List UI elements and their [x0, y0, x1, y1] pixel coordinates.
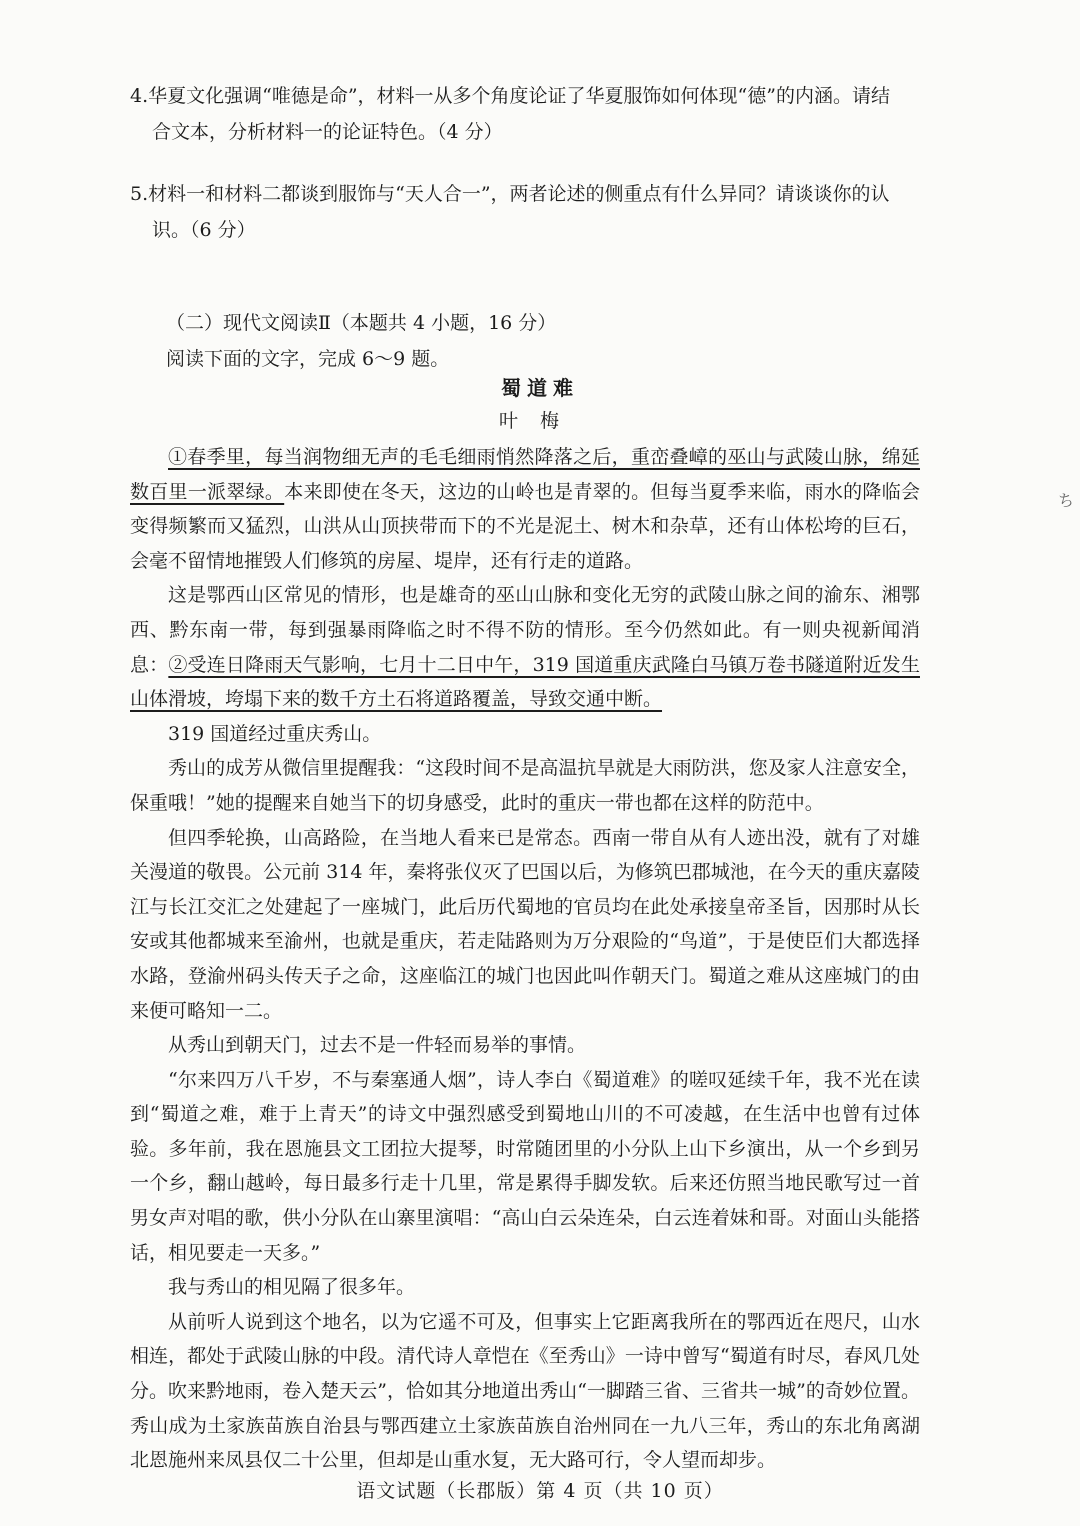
section-instruction: 阅读下面的文字，完成 6～9 题。: [166, 348, 450, 370]
section-header: [166, 305, 926, 377]
paragraph-1: [130, 440, 920, 578]
paragraph-2-start: 这是鄂西山区常见的情形，也是雄奇的巫山山脉和变化无穷的武陵山脉之间的渝东、湘鄂西、黔东南一带，每到强暴雨降临之时不得不防的情形。至今仍然如此。有一则央视新闻消息：: [130, 584, 920, 676]
article-author: 叶梅: [498, 410, 581, 432]
question-4: [130, 78, 930, 150]
article-title: 蜀道难: [501, 376, 579, 400]
paragraph-1-rest: 本来即使在冬天，这边的山岭也是青翠的。但每当夏季来临，雨水的降临会变得频繁而又猛烈，山洪从山顶挟带而下的不光是泥土、树木和杂草，还有山体松垮的巨石，会毫不留情地摧毁人们修筑的房屋、堤岸，还有行走的道路。: [130, 480, 920, 572]
paragraph-8: 我与秀山的相见隔了很多年。: [168, 1276, 416, 1299]
question-4-line2: 合文本，分析材料一的论证特色。（4 分）: [152, 121, 503, 143]
question-5-line1: 5.材料一和材料二都谈到服饰与“天人合一”，两者论述的侧重点有什么异同？请谈谈你的认: [130, 183, 890, 205]
question-4-line1: 4.华夏文化强调“唯德是命”，材料一从多个角度论证了华夏服饰如何体现“德”的内涵。请结: [130, 85, 890, 107]
paragraph-3: 319 国道经过重庆秀山。: [168, 722, 382, 745]
edge-mark: ち: [1058, 491, 1075, 510]
underlined-sentence-2: ②受连日降雨天气影响，七月十二日中午，319 国道重庆武隆白马镇万卷书隧道附近发生山体滑坡，垮塌下来的数千方土石将道路覆盖，导致交通中断。: [130, 653, 920, 711]
paragraph-9: 从前听人说到这个地名，以为它遥不可及，但事实上它距离我所在的鄂西近在咫尺，山水相连，都处于武陵山脉的中段。清代诗人章恺在《至秀山》一诗中曾写“蜀道有时尽，春风几处分。吹来黔地雨，卷入楚天云”，恰如其分地道出秀山“一脚踏三省、三省共一城”的奇妙位置。秀山成为土家族苗族自治县与鄂西建立土家族苗族自治州同在一九八三年，秀山的东北角离湖北恩施州来凤县仅二十公里，但却是山重水复，无大路可行，令人望而却步。: [130, 1310, 920, 1472]
page-footer: 语文试题（长郡版）第 4 页（共 10 页）: [356, 1480, 724, 1502]
question-5-line2: 识。（6 分）: [152, 219, 256, 241]
article-body: [130, 440, 920, 1478]
paragraph-4: 秀山的成芳从微信里提醒我：“这段时间不是高温抗旱就是大雨防洪，您及家人注意安全，保重哦！”她的提醒来自她当下的切身感受，此时的重庆一带也都在这样的防范中。: [130, 757, 920, 814]
underlined-sentence-1: ①春季里，每当润物细无声的毛毛细雨悄然降落之后，重峦叠嶂的巫山与武陵山脉，绵延数百里一派翠绿。: [130, 446, 920, 503]
paragraph-2: [130, 578, 920, 716]
paragraph-5: 但四季轮换，山高路险，在当地人看来已是常态。西南一带自从有人迹出没，就有了对雄关漫道的敬畏。公元前 314 年，秦将张仪灭了巴国以后，为修筑巴郡城池，在今天的重庆嘉陵江与长江交汇之处建起了一座城门，此后历代蜀地的官员均在此处承接皇帝圣旨，因那时从长安或其他都城来至渝州，也就是重庆，若走陆路则为万分艰险的“鸟道”，于是使臣们大都选择水路，登渝州码头传天子之命，这座临江的城门也因此叫作朝天门。蜀道之难从这座城门的由来便可略知一二。: [130, 826, 920, 1022]
paragraph-6: 从秀山到朝天门，过去不是一件轻而易举的事情。: [168, 1034, 587, 1057]
question-5: [130, 176, 930, 248]
paragraph-7: “尔来四万八千岁，不与秦塞通人烟”，诗人李白《蜀道难》的嗟叹延续千年，我不光在读到“蜀道之难，难于上青天”的诗文中强烈感受到蜀地山川的不可凌越，在生活中也曾有过体验。多年前，我在恩施县文工团拉大提琴，时常随团里的小分队上山下乡演出，从一个乡到另一个乡，翻山越岭，每日最多行走十几里，常是累得手脚发软。后来还仿照当地民歌写过一首男女声对唱的歌，供小分队在山寨里演唱：“高山白云朵连朵，白云连着妹和哥。对面山头能搭话，相见要走一天多。”: [130, 1068, 920, 1264]
section-heading: （二）现代文阅读Ⅱ（本题共 4 小题，16 分）: [166, 312, 557, 334]
